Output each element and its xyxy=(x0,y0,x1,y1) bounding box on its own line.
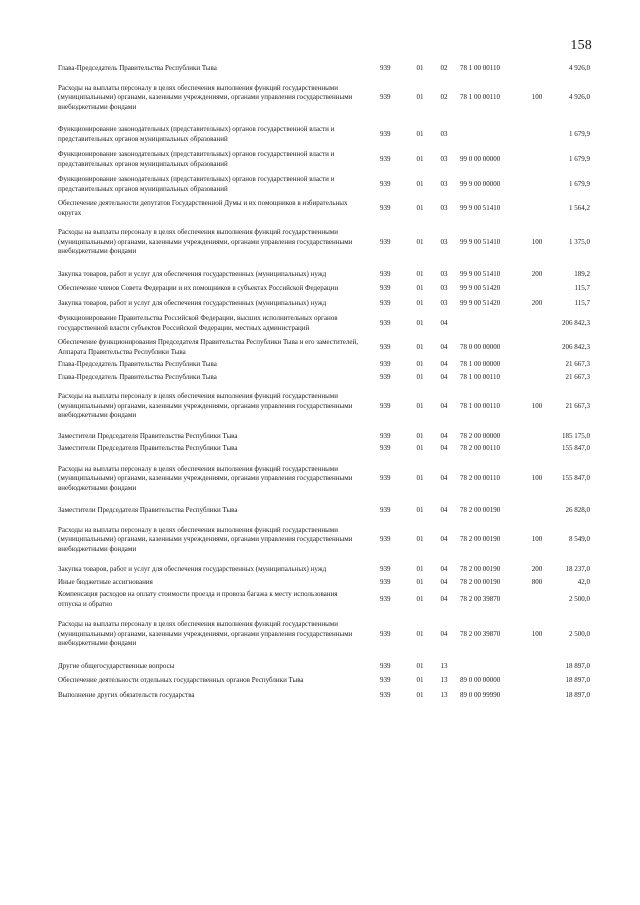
table-row xyxy=(58,565,590,575)
table-row xyxy=(58,150,590,169)
row-target-item-code: 89 0 00 00000 xyxy=(460,676,501,684)
row-target-item-code: 89 0 00 99990 xyxy=(460,690,501,699)
row-ved-code: 939 xyxy=(380,444,391,452)
row-ved-code: 939 xyxy=(380,318,391,327)
row-target-item-code: 99 9 00 51410 xyxy=(460,237,501,246)
row-expense-type-code: 200 xyxy=(531,298,543,307)
table-row xyxy=(58,175,590,194)
row-ved-code: 939 xyxy=(380,298,391,307)
row-amount: 1 679,9 xyxy=(569,129,590,138)
row-amount: 1 564,2 xyxy=(569,203,590,212)
page-number: 158 xyxy=(570,38,592,53)
row-name: Расходы на выплаты персоналу в целях обеспечения выполнения функций государственными (муниципальными) органами, казенными учреждениями, органами управления государственными внебюджетными фондами xyxy=(58,228,353,255)
row-ved-code: 939 xyxy=(380,372,391,381)
table-row xyxy=(58,662,590,672)
row-subsection-code: 04 xyxy=(440,535,448,543)
row-target-item-code: 99 9 00 51410 xyxy=(460,269,501,278)
row-subsection-code: 03 xyxy=(440,237,448,246)
row-section-code: 01 xyxy=(416,203,424,212)
row-section-code: 01 xyxy=(416,298,424,307)
row-amount: 1 679,9 xyxy=(569,154,590,163)
table-row xyxy=(58,228,590,257)
row-name: Закупка товаров, работ и услуг для обеспечения государственных (муниципальных) нужд xyxy=(58,565,327,573)
row-section-code: 01 xyxy=(416,401,424,410)
table-row xyxy=(58,284,590,294)
table-row xyxy=(58,526,590,555)
row-subsection-code: 13 xyxy=(440,676,448,684)
row-subsection-code: 04 xyxy=(440,372,448,381)
row-name: Функционирование законодательных (представительных) органов государственной власти и представительных органов муниципальных образований xyxy=(58,125,335,143)
row-subsection-code: 04 xyxy=(440,565,448,573)
row-section-code: 01 xyxy=(416,506,424,514)
row-target-item-code: 78 1 00 00110 xyxy=(460,372,500,381)
row-name: Функционирование законодательных (представительных) органов государственной власти и представительных органов муниципальных образований xyxy=(58,175,335,193)
row-section-code: 01 xyxy=(416,179,424,188)
row-section-code: 01 xyxy=(416,360,424,368)
row-section-code: 01 xyxy=(416,154,424,163)
table-row xyxy=(58,299,590,309)
row-subsection-code: 04 xyxy=(440,506,448,514)
row-amount: 206 842,3 xyxy=(562,318,590,327)
row-ved-code: 939 xyxy=(380,93,391,101)
row-subsection-code: 04 xyxy=(440,577,448,586)
row-section-code: 01 xyxy=(416,372,424,381)
row-expense-type-code: 800 xyxy=(531,577,543,586)
row-section-code: 01 xyxy=(416,444,424,452)
row-target-item-code: 78 1 00 00000 xyxy=(460,360,501,368)
table-row xyxy=(58,691,590,701)
row-amount: 4 926,0 xyxy=(569,64,590,72)
row-subsection-code: 03 xyxy=(440,284,448,292)
row-target-item-code: 78 1 00 00110 xyxy=(460,93,500,101)
row-ved-code: 939 xyxy=(380,565,391,573)
row-name: Расходы на выплаты персоналу в целях обеспечения выполнения функций государственными (муниципальными) органами, казенными учреждениями, органами управления государственными внебюджетными фондами xyxy=(58,83,353,111)
row-name: Функционирование Правительства Российской Федерации, высших исполнительных органов государственной власти субъектов Российской Федерации, местных администраций xyxy=(58,314,338,332)
row-amount: 155 847,0 xyxy=(562,444,590,452)
row-section-code: 01 xyxy=(416,594,424,603)
table-row xyxy=(58,314,590,333)
row-subsection-code: 04 xyxy=(440,474,448,482)
row-subsection-code: 04 xyxy=(440,318,448,327)
row-target-item-code: 78 1 00 00110 xyxy=(460,401,500,410)
row-target-item-code: 78 2 00 00190 xyxy=(460,506,501,514)
row-ved-code: 939 xyxy=(380,629,391,638)
table-row xyxy=(58,432,590,442)
row-target-item-code: 78 1 00 00110 xyxy=(460,64,500,72)
row-ved-code: 939 xyxy=(380,237,391,246)
row-subsection-code: 03 xyxy=(440,179,448,188)
row-amount: 26 828,0 xyxy=(565,506,590,514)
table-row xyxy=(58,465,590,494)
row-ved-code: 939 xyxy=(380,506,391,514)
row-section-code: 01 xyxy=(416,690,424,699)
row-section-code: 01 xyxy=(416,284,424,292)
table-row xyxy=(58,373,590,383)
row-expense-type-code: 100 xyxy=(531,474,543,482)
row-subsection-code: 04 xyxy=(440,360,448,368)
row-amount: 21 667,3 xyxy=(565,360,590,368)
row-ved-code: 939 xyxy=(380,431,391,440)
row-ved-code: 939 xyxy=(380,284,391,292)
row-subsection-code: 03 xyxy=(440,269,448,278)
row-amount: 155 847,0 xyxy=(562,474,590,482)
row-subsection-code: 04 xyxy=(440,629,448,638)
row-expense-type-code: 100 xyxy=(531,535,543,543)
row-amount: 115,7 xyxy=(574,298,590,307)
row-amount: 42,0 xyxy=(577,577,590,586)
row-name: Расходы на выплаты персоналу в целях обеспечения выполнения функций государственными (муниципальными) органами, казенными учреждениями, органами управления государственными внебюджетными фондами xyxy=(58,620,353,647)
row-section-code: 01 xyxy=(416,661,424,670)
row-amount: 8 549,0 xyxy=(569,535,590,543)
row-expense-type-code: 100 xyxy=(531,629,543,638)
row-ved-code: 939 xyxy=(380,360,391,368)
row-target-item-code: 78 2 00 00000 xyxy=(460,431,501,440)
row-ved-code: 939 xyxy=(380,661,391,670)
row-ved-code: 939 xyxy=(380,690,391,699)
row-name: Заместители Председателя Правительства Республики Тыва xyxy=(58,431,238,440)
table-row xyxy=(58,506,590,516)
table-row xyxy=(58,590,590,609)
table-row xyxy=(58,338,590,357)
table-row xyxy=(58,620,590,649)
row-target-item-code: 78 2 00 39870 xyxy=(460,594,501,603)
row-section-code: 01 xyxy=(416,237,424,246)
row-section-code: 01 xyxy=(416,318,424,327)
row-target-item-code: 78 0 00 00000 xyxy=(460,342,501,351)
table-row xyxy=(58,392,590,421)
table-row xyxy=(58,270,590,280)
row-ved-code: 939 xyxy=(380,64,391,72)
row-amount: 206 842,3 xyxy=(562,342,590,351)
table-row xyxy=(58,444,590,454)
row-section-code: 01 xyxy=(416,565,424,573)
row-subsection-code: 13 xyxy=(440,690,448,699)
row-ved-code: 939 xyxy=(380,203,391,212)
row-subsection-code: 03 xyxy=(440,298,448,307)
row-ved-code: 939 xyxy=(380,401,391,410)
row-target-item-code: 99 9 00 51420 xyxy=(460,284,501,292)
row-target-item-code: 99 0 00 00000 xyxy=(460,154,501,163)
row-name: Выполнение других обязательств государства xyxy=(58,690,195,699)
row-subsection-code: 03 xyxy=(440,154,448,163)
row-name: Иные бюджетные ассигнования xyxy=(58,577,153,586)
row-target-item-code: 78 2 00 00110 xyxy=(460,444,500,452)
row-name: Функционирование законодательных (представительных) органов государственной власти и представительных органов муниципальных образований xyxy=(58,150,335,168)
row-section-code: 01 xyxy=(416,535,424,543)
table-row xyxy=(58,578,590,588)
row-name: Обеспечение членов Совета Федерации и их помощников в субъектах Российской Федерации xyxy=(58,284,339,292)
row-ved-code: 939 xyxy=(380,179,391,188)
table-row xyxy=(58,64,590,74)
table-row xyxy=(58,360,590,370)
table-row xyxy=(58,199,590,218)
row-ved-code: 939 xyxy=(380,154,391,163)
table-row xyxy=(58,125,590,144)
row-name: Обеспечение деятельности отдельных государственных органов Республики Тыва xyxy=(58,676,304,684)
row-section-code: 01 xyxy=(416,93,424,101)
row-target-item-code: 78 2 00 00110 xyxy=(460,474,500,482)
row-name: Другие общегосударственные вопросы xyxy=(58,661,175,670)
row-target-item-code: 78 2 00 00190 xyxy=(460,535,501,543)
row-amount: 2 500,0 xyxy=(569,629,590,638)
row-name: Закупка товаров, работ и услуг для обеспечения государственных (муниципальных) нужд xyxy=(58,269,327,278)
row-name: Обеспечение функционирования Председателя Правительства Республики Тыва и его заместителей, Аппарата Правительства Республики Тыва xyxy=(58,338,358,356)
row-ved-code: 939 xyxy=(380,269,391,278)
row-name: Расходы на выплаты персоналу в целях обеспечения выполнения функций государственными (муниципальными) органами, казенными учреждениями, органами управления государственными внебюджетными фондами xyxy=(58,525,353,553)
row-amount: 189,2 xyxy=(574,269,590,278)
row-subsection-code: 04 xyxy=(440,401,448,410)
row-amount: 185 175,0 xyxy=(562,431,590,440)
row-subsection-code: 02 xyxy=(440,93,448,101)
row-subsection-code: 04 xyxy=(440,342,448,351)
row-amount: 2 500,0 xyxy=(569,594,590,603)
row-subsection-code: 04 xyxy=(440,444,448,452)
budget-table xyxy=(58,60,590,700)
row-section-code: 01 xyxy=(416,64,424,72)
table-row xyxy=(58,84,590,113)
row-name: Глава-Председатель Правительства Республики Тыва xyxy=(58,360,217,368)
row-name: Расходы на выплаты персоналу в целях обеспечения выполнения функций государственными (муниципальными) органами, казенными учреждениями, органами управления государственными внебюджетными фондами xyxy=(58,464,353,492)
row-amount: 1 679,9 xyxy=(569,179,590,188)
table-row xyxy=(58,676,590,686)
row-section-code: 01 xyxy=(416,474,424,482)
row-name: Заместители Председателя Правительства Республики Тыва xyxy=(58,506,238,514)
row-ved-code: 939 xyxy=(380,594,391,603)
row-ved-code: 939 xyxy=(380,535,391,543)
row-ved-code: 939 xyxy=(380,474,391,482)
row-amount: 18 897,0 xyxy=(565,676,590,684)
row-target-item-code: 99 9 00 51420 xyxy=(460,298,501,307)
row-ved-code: 939 xyxy=(380,129,391,138)
row-target-item-code: 78 2 00 00190 xyxy=(460,577,501,586)
row-target-item-code: 99 9 00 00000 xyxy=(460,179,501,188)
row-expense-type-code: 100 xyxy=(531,237,543,246)
row-amount: 21 667,3 xyxy=(565,401,590,410)
row-target-item-code: 78 2 00 00190 xyxy=(460,565,501,573)
row-section-code: 01 xyxy=(416,577,424,586)
row-section-code: 01 xyxy=(416,342,424,351)
row-amount: 115,7 xyxy=(574,284,590,292)
row-subsection-code: 03 xyxy=(440,203,448,212)
row-target-item-code: 78 2 00 39870 xyxy=(460,629,501,638)
row-ved-code: 939 xyxy=(380,342,391,351)
row-subsection-code: 03 xyxy=(440,129,448,138)
row-name: Компенсация расходов на оплату стоимости проезда и провоза багажа к месту использования отпуска и обратно xyxy=(58,590,338,608)
row-expense-type-code: 200 xyxy=(531,565,543,573)
row-subsection-code: 04 xyxy=(440,594,448,603)
row-name: Расходы на выплаты персоналу в целях обеспечения выполнения функций государственными (муниципальными) органами, казенными учреждениями, органами управления государственными внебюджетными фондами xyxy=(58,392,353,419)
row-subsection-code: 13 xyxy=(440,661,448,670)
row-expense-type-code: 100 xyxy=(531,401,543,410)
row-subsection-code: 04 xyxy=(440,431,448,440)
row-name: Глава-Председатель Правительства Республики Тыва xyxy=(58,64,217,72)
row-ved-code: 939 xyxy=(380,676,391,684)
row-name: Глава-Председатель Правительства Республики Тыва xyxy=(58,372,217,381)
row-amount: 21 667,3 xyxy=(565,372,590,381)
row-section-code: 01 xyxy=(416,431,424,440)
row-section-code: 01 xyxy=(416,629,424,638)
row-ved-code: 939 xyxy=(380,577,391,586)
row-name: Обеспечение деятельности депутатов Государственной Думы и их помощников в избирательных округах xyxy=(58,199,348,217)
row-section-code: 01 xyxy=(416,676,424,684)
row-section-code: 01 xyxy=(416,129,424,138)
row-name: Заместители Председателя Правительства Республики Тыва xyxy=(58,444,238,452)
row-amount: 1 375,0 xyxy=(569,237,590,246)
row-name: Закупка товаров, работ и услуг для обеспечения государственных (муниципальных) нужд xyxy=(58,298,327,307)
row-target-item-code: 99 9 00 51410 xyxy=(460,203,501,212)
row-expense-type-code: 200 xyxy=(531,269,543,278)
row-section-code: 01 xyxy=(416,269,424,278)
row-expense-type-code: 100 xyxy=(531,93,543,101)
row-amount: 4 926,0 xyxy=(569,93,590,101)
row-subsection-code: 02 xyxy=(440,64,448,72)
row-amount: 18 897,0 xyxy=(565,690,590,699)
row-amount: 18 897,0 xyxy=(565,661,590,670)
row-amount: 18 237,0 xyxy=(565,565,590,573)
